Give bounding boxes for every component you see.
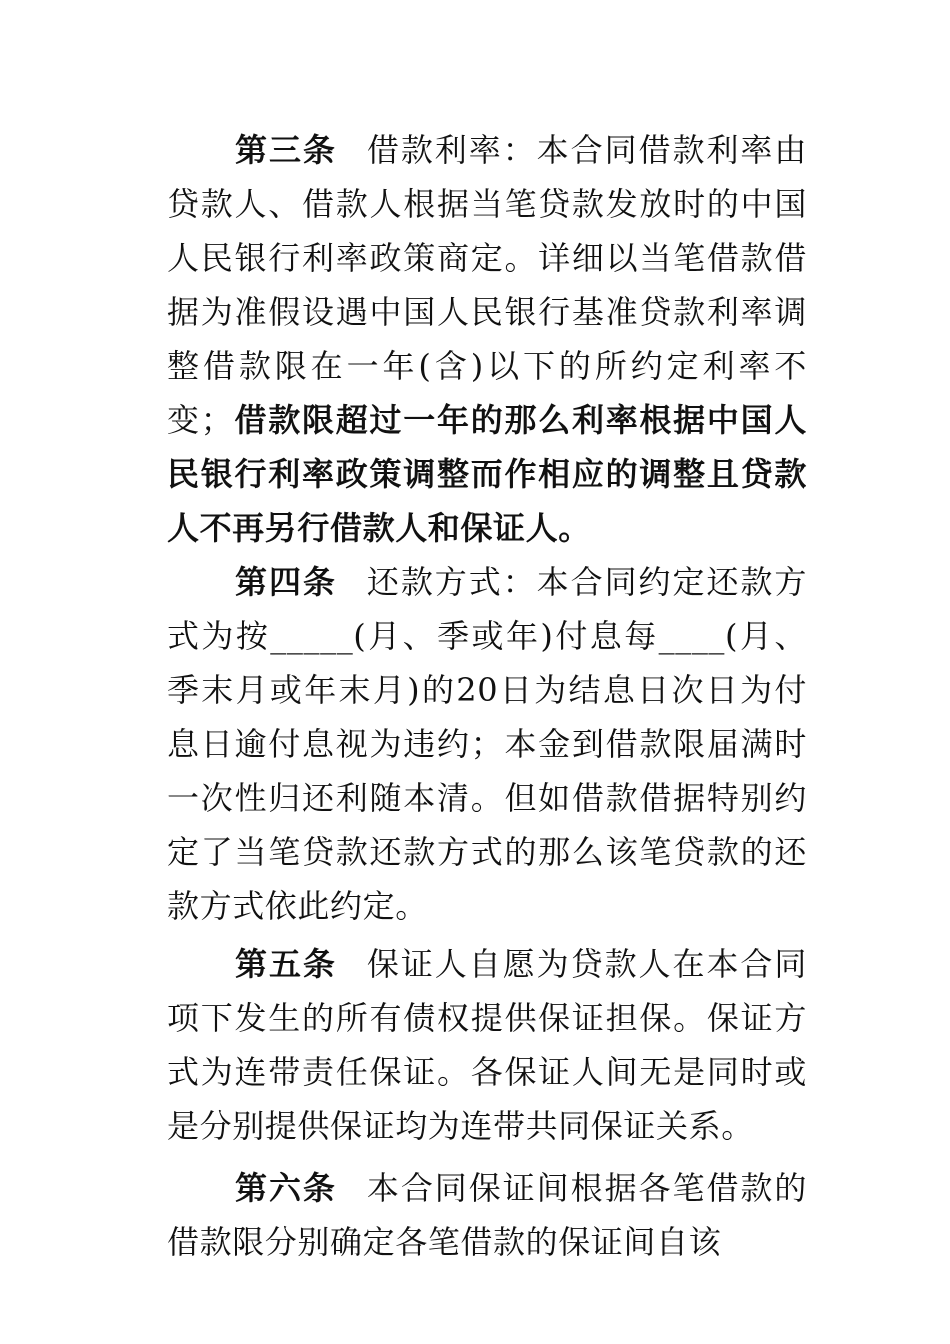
article-3-bold-body: 借款限超过一年的那么利率根据中国人民银行利率政策调整而作相应的调整且贷款人不再另行借款人和保证人。 bbox=[167, 401, 808, 547]
article-3-heading: 第三条 bbox=[235, 131, 337, 169]
article-5 bbox=[167, 937, 807, 1153]
article-5-body: 保证人自愿为贷款人在本合同项下发生的所有债权提供保证担保。保证方式为连带责任保证。各保证人间无是同时或是分别提供保证均为连带共同保证关系。 bbox=[167, 945, 807, 1145]
article-6-body: 本合同保证间根据各笔借款的借款限分别确定各笔借款的保证间自该 bbox=[167, 1169, 807, 1261]
article-6 bbox=[167, 1161, 807, 1269]
article-4 bbox=[167, 555, 807, 933]
document-page bbox=[167, 123, 807, 1269]
article-3-body: 借款利率：本合同借款利率由贷款人、借款人根据当笔贷款发放时的中国人民银行利率政策商定。详细以当笔借款借据为准假设遇中国人民银行基准贷款利率调整借款限在一年(含)以下的所约定利率不变； bbox=[167, 131, 807, 439]
article-3 bbox=[167, 123, 807, 555]
article-6-heading: 第六条 bbox=[235, 1169, 337, 1207]
article-4-heading: 第四条 bbox=[235, 563, 337, 601]
article-4-body: 还款方式：本合同约定还款方式为按_____(月、季或年)付息每____(月、季末月或年末月)的20日为结息日次日为付息日逾付息视为违约；本金到借款限届满时一次性归还利随本清。但如借款借据特别约定了当笔贷款还款方式的那么该笔贷款的还款方式依此约定。 bbox=[167, 563, 807, 925]
article-5-heading: 第五条 bbox=[235, 945, 337, 983]
